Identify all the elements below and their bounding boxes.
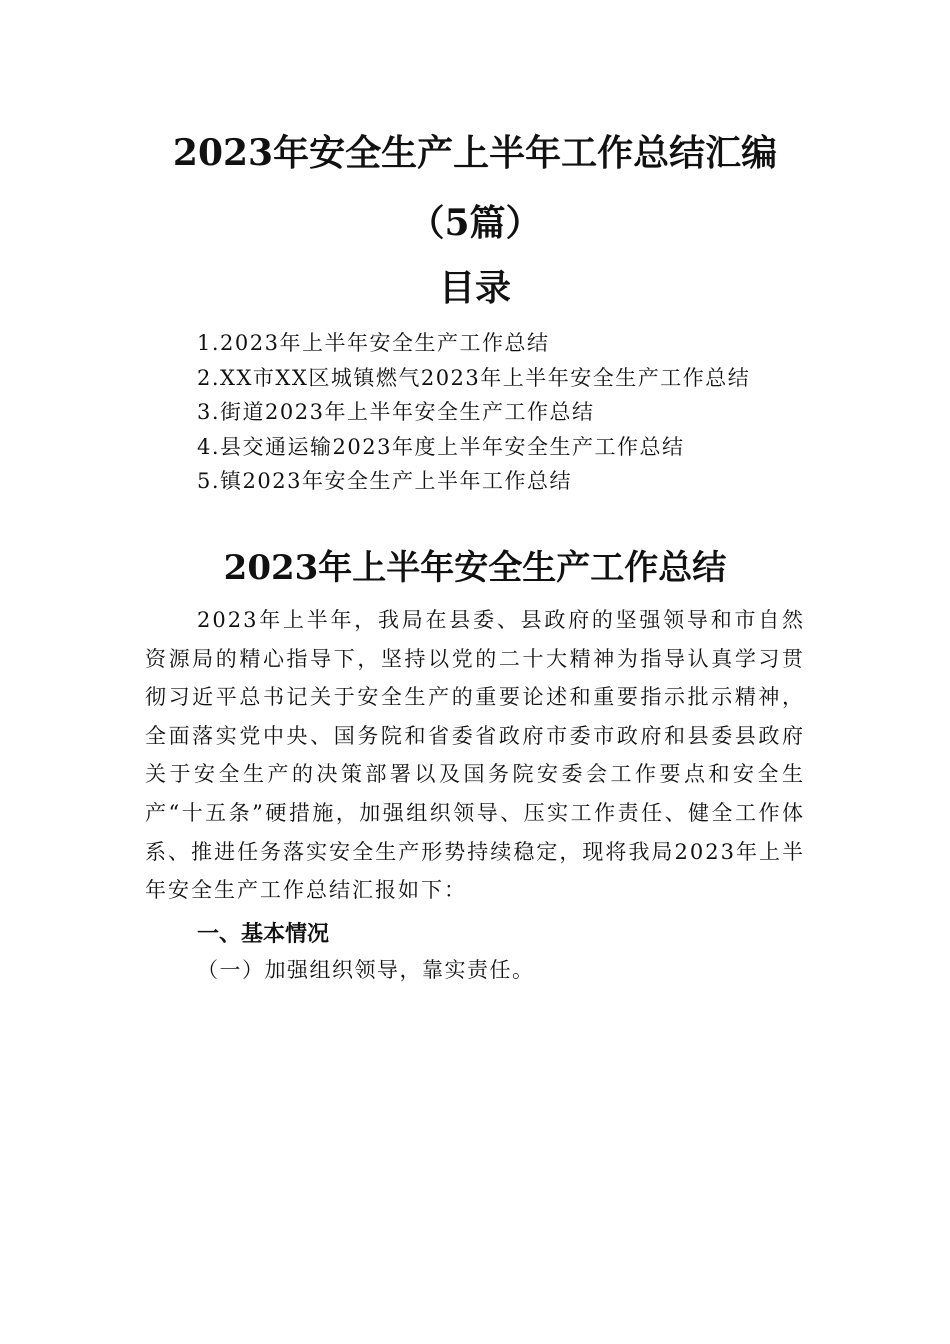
table-of-contents (145, 326, 805, 499)
body-paragraph: 2023年上半年，我局在县委、县政府的坚强领导和市自然资源局的精心指导下，坚持以党的二十大精神为指导认真学习贯彻习近平总书记关于安全生产的重要论述和重要指示批示精神，全面落实党中央、国务院和省委省政府市委市政府和县委县政府关于安全生产的决策部署以及国务院安委会工作要点和安全生产“十五条”硬措施，加强组织领导、压实工作责任、健全工作体系、推进任务落实安全生产形势持续稳定，现将我局2023年上半年安全生产工作总结汇报如下： (145, 608, 805, 903)
document-title: 2023年安全生产上半年工作总结汇编（5篇） (172, 132, 778, 244)
toc-item[interactable]: 2.XX市XX区城镇燃气2023年上半年安全生产工作总结 (197, 365, 751, 390)
toc-heading: 目录 (438, 267, 511, 309)
toc-item[interactable]: 5.镇2023年安全生产上半年工作总结 (197, 469, 572, 493)
toc-item[interactable]: 4.县交通运输2023年度上半年安全生产工作总结 (197, 434, 685, 459)
toc-item[interactable]: 3.街道2023年上半年安全生产工作总结 (197, 400, 595, 424)
toc-item[interactable]: 1.2023年上半年安全生产工作总结 (197, 331, 550, 355)
subheading-organization: （一）加强组织领导，靠实责任。 (197, 958, 535, 982)
heading-basic-situation: 一、基本情况 (197, 922, 330, 947)
section-title: 2023年上半年安全生产工作总结 (223, 548, 727, 588)
